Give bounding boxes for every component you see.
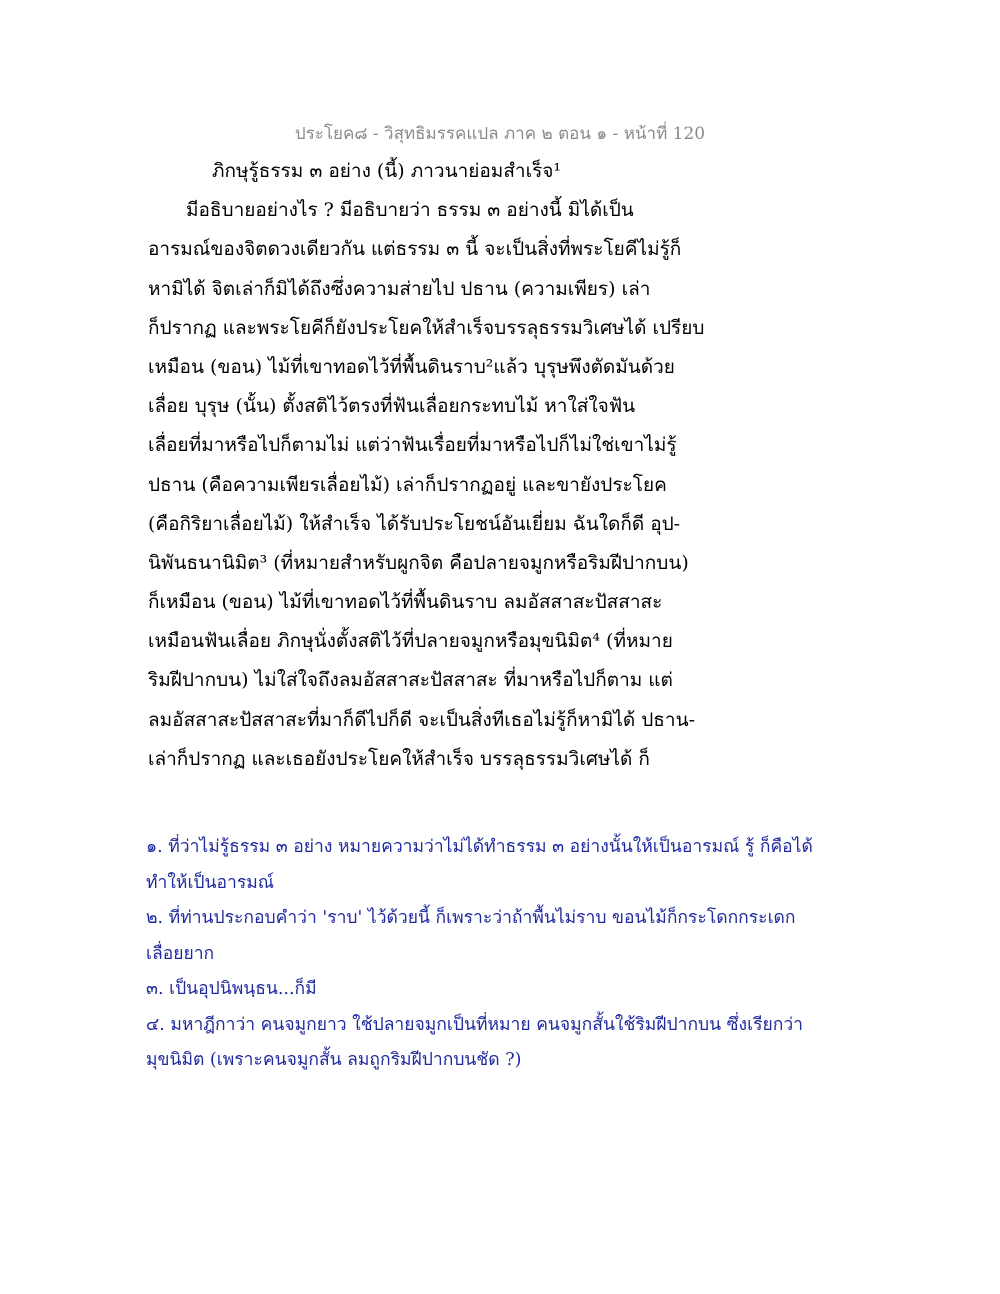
- body-line: เหมือนฟันเลื่อย ภิกษุนั่งตั้งสติไว้ที่ปลายจมูกหรือมุขนิมิต⁴ (ที่หมาย: [148, 630, 673, 653]
- page-header: ประโยค๘ - วิสุทธิมรรคแปล ภาค ๒ ตอน ๑ - หน้าที่ 120: [294, 124, 706, 144]
- body-line: ปธาน (คือความเพียรเลื่อยไม้) เล่าก็ปรากฏอยู่ และขายังประโยค: [148, 473, 667, 496]
- body-line: นิพันธนานิมิต³ (ที่หมายสำหรับผูกจิต คือปลายจมูกหรือริมฝีปากบน): [148, 551, 689, 574]
- footnote-line: เลื่อยยาก: [146, 943, 215, 964]
- body-line: เล่าก็ปรากฏ และเธอยังประโยคให้สำเร็จ บรรลุธรรมวิเศษได้ ก็: [148, 747, 650, 770]
- body-line: เหมือน (ขอน) ไม้ที่เขาทอดไว้ที่พื้นดินราบ²แล้ว บุรุษพึงตัดมันด้วย: [148, 355, 675, 378]
- body-line: หามิได้ จิตเล่าก็มิได้ถึงซึ่งความส่ายไป ปธาน (ความเพียร) เล่า: [148, 277, 651, 300]
- body-line: เลื่อยที่มาหรือไปก็ตามไม่ แต่ว่าฟันเรื่อยที่มาหรือไปก็ไม่ใช่เขาไม่รู้: [148, 434, 677, 457]
- body-line: ลมอัสสาสะปัสสาสะที่มาก็ดีไปก็ดี จะเป็นสิ่งทีเธอไม่รู้ก็หามิได้ ปธาน-: [148, 708, 695, 731]
- footnote-line: ๒. ที่ท่านประกอบคำว่า 'ราบ' ไว้ด้วยนี้ ก็เพราะว่าถ้าพื้นไม่ราบ ขอนไม้ก็กระโดกกระเดก: [146, 908, 796, 928]
- footnote-line: ๑. ที่ว่าไม่รู้ธรรม ๓ อย่าง หมายความว่าไม่ได้ทำธรรม ๓ อย่างนั้นให้เป็นอารมณ์ รู้ ก็คือได้: [146, 837, 813, 857]
- body-line: ริมฝีปากบน) ไม่ใส่ใจถึงลมอัสสาสะปัสสาสะ ที่มาหรือไปก็ตาม แต่: [148, 669, 673, 692]
- body-line: อารมณ์ของจิตดวงเดียวกัน แต่ธรรม ๓ นี้ จะเป็นสิ่งที่พระโยคีไม่รู้ก็: [148, 238, 682, 261]
- body-line: (คือกิริยาเลื่อยไม้) ให้สำเร็จ ได้รับประโยชน์อันเยี่ยม ฉันใดก็ดี อุป-: [148, 512, 681, 535]
- body-line: เลื่อย บุรุษ (นั้น) ตั้งสติไว้ตรงที่ฟันเลื่อยกระทบไม้ หาใส่ใจฟัน: [148, 395, 636, 418]
- footnote-line: ๓. เป็นอุปนิพนฺธน...ก็มี: [146, 979, 317, 999]
- footnote-line: ทำให้เป็นอารมณ์: [146, 872, 275, 893]
- body-line: ก็ปรากฏ และพระโยคีก็ยังประโยคให้สำเร็จบรรลุธรรมวิเศษได้ เปรียบ: [148, 316, 705, 339]
- footnote-line: มุขนิมิต (เพราะคนจมูกสั้น ลมถูกริมฝีปากบนชัด ?): [146, 1050, 522, 1070]
- footnote-line: ๔. มหาฎีกาว่า คนจมูกยาว ใช้ปลายจมูกเป็นที่หมาย คนจมูกสั้นใช้ริมฝีปากบน ซึ่งเรียกว่า: [146, 1014, 803, 1035]
- body-text: [148, 152, 848, 779]
- footnotes: [146, 830, 846, 1079]
- body-line: มีอธิบายอย่างไร ? มีอธิบายว่า ธรรม ๓ อย่างนี้ มิได้เป็น: [186, 199, 634, 222]
- body-line: ภิกษุรู้ธรรม ๓ อย่าง (นี้) ภาวนาย่อมสำเร็จ¹: [212, 160, 562, 182]
- body-line: ก็เหมือน (ขอน) ไม้ที่เขาทอดไว้ที่พื้นดินราบ ลมอัสสาสะปัสสาสะ: [148, 591, 663, 614]
